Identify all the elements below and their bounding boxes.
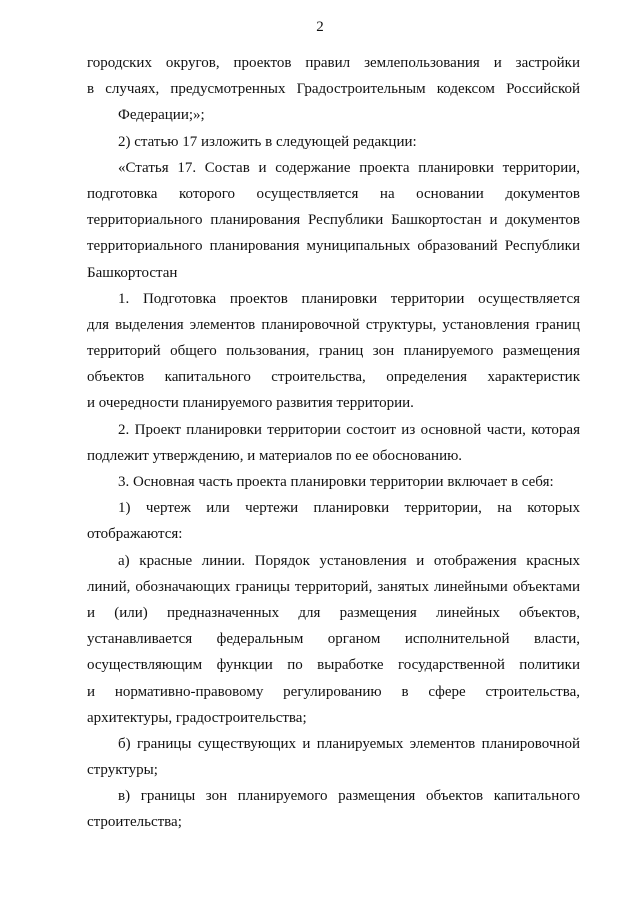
text-line: городских округов, проектов правил землепользования и застройки: [87, 55, 580, 71]
document-body: [87, 50, 580, 836]
text-line: Федерации;»;: [118, 107, 205, 124]
text-line: 1) чертеж или чертежи планировки территории, на которых: [118, 500, 580, 517]
text-line: для выделения элементов планировочной структуры, установления границ: [87, 316, 580, 333]
text-line: в случаях, предусмотренных Градостроительным кодексом Российской: [87, 81, 580, 98]
text-line: территориального планирования Республики Башкортостан и документов: [87, 212, 580, 229]
text-line: и очередности планируемого развития территории.: [87, 395, 414, 412]
text-line: б) границы существующих и планируемых элементов планировочной: [118, 735, 580, 752]
text-line: Башкортостан: [87, 264, 178, 281]
text-line: линий, обозначающих границы территорий, занятых линейными объектами: [87, 578, 580, 595]
text-line: 2. Проект планировки территории состоит из основной части, которая: [118, 421, 580, 438]
text-line: отображаются:: [87, 526, 183, 543]
text-line: 3. Основная часть проекта планировки территории включает в себя:: [118, 474, 554, 490]
text-line: устанавливается федеральным органом исполнительной власти,: [87, 631, 580, 648]
text-line: 1. Подготовка проектов планировки территории осуществляется: [118, 290, 580, 307]
text-line: архитектуры, градостроительства;: [87, 709, 307, 726]
text-line: и (или) предназначенных для размещения линейных объектов,: [87, 604, 580, 621]
text-line: а) красные линии. Порядок установления и отображения красных: [118, 552, 580, 569]
text-line: подготовка которого осуществляется на основании документов: [87, 185, 580, 202]
text-line: «Статья 17. Состав и содержание проекта планировки территории,: [118, 159, 580, 176]
text-line: территорий общего пользования, границ зон планируемого размещения: [87, 343, 580, 360]
text-line: объектов капитального строительства, определения характеристик: [87, 369, 580, 386]
text-line: осуществляющим функции по выработке государственной политики: [87, 657, 580, 674]
text-line: строительства;: [87, 814, 182, 831]
text-line: территориального планирования муниципальных образований Республики: [87, 238, 580, 255]
text-line: 2) статью 17 изложить в следующей редакции:: [118, 133, 417, 150]
page-number: 2: [316, 19, 324, 35]
text-line: в) границы зон планируемого размещения объектов капитального: [118, 788, 580, 805]
text-line: подлежит утверждению, и материалов по ее обоснованию.: [87, 447, 463, 464]
text-line: и нормативно-правовому регулированию в сфере строительства,: [87, 683, 580, 700]
text-line: структуры;: [87, 762, 158, 779]
